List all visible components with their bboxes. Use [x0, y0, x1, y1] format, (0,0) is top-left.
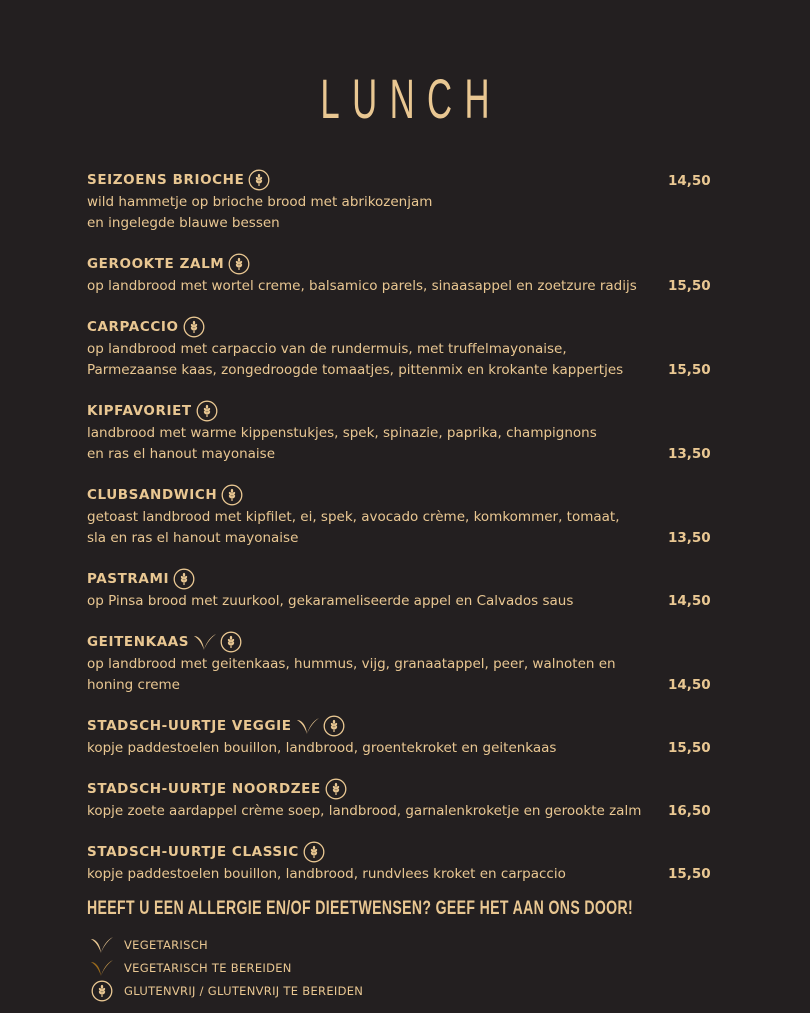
menu-item-description: sla en ras el hanout mayonaise [87, 530, 299, 546]
menu-item-description: op Pinsa brood met zuurkool, gekarameliseerde appel en Calvados saus [87, 593, 574, 609]
menu-item [87, 399, 711, 483]
menu-item-name: KIPFAVORIET [87, 403, 192, 419]
legend-row [89, 933, 363, 956]
menu-item-description: op landbrood met wortel creme, balsamico parels, sinaasappel en zoetzure radijs [87, 278, 637, 294]
gluten-free-icon [228, 253, 250, 275]
legend-row [89, 979, 363, 1002]
menu-item [87, 567, 711, 630]
menu-item-description: kopje zoete aardappel crème soep, landbrood, garnalenkroketje en gerookte zalm [87, 803, 642, 819]
menu-item [87, 840, 711, 903]
vegetarian-leaf-icon [296, 716, 320, 736]
menu-item-price: 14,50 [668, 593, 711, 609]
menu-item-price: 13,50 [668, 530, 711, 546]
page-title: LUNCH [320, 67, 503, 130]
vegetarian-optional-leaf-icon [89, 957, 115, 979]
menu-item [87, 777, 711, 840]
menu-item-name: GEITENKAAS [87, 634, 190, 650]
gluten-free-icon [220, 631, 242, 653]
menu-list [87, 168, 711, 903]
menu-item-description: en ras el hanout mayonaise [87, 446, 276, 462]
menu-item-price: 16,50 [668, 803, 711, 819]
legend [89, 933, 363, 1002]
menu-item-price: 14,50 [668, 173, 711, 189]
menu-item-header [87, 315, 707, 339]
menu-item-description: wild hammetje op brioche brood met abrikozenjam [87, 194, 433, 210]
menu-item-header [87, 399, 707, 423]
menu-item [87, 168, 711, 252]
gluten-free-icon [303, 841, 325, 863]
menu-item-name: GEROOKTE ZALM [87, 256, 225, 272]
menu-item-price: 13,50 [668, 446, 711, 462]
menu-item [87, 483, 711, 567]
menu-item-header [87, 567, 707, 591]
menu-item-header [87, 252, 707, 276]
gluten-free-icon [173, 568, 195, 590]
menu-item-description: kopje paddestoelen bouillon, landbrood, rundvlees kroket en carpaccio [87, 866, 566, 882]
gluten-free-icon [183, 316, 205, 338]
menu-item-name: SEIZOENS BRIOCHE [87, 172, 245, 188]
menu-item-description: op landbrood met carpaccio van de rundermuis, met truffelmayonaise, [87, 341, 567, 357]
menu-item [87, 714, 711, 777]
menu-item [87, 315, 711, 399]
legend-label: VEGETARISCH [124, 937, 208, 952]
menu-item [87, 630, 711, 714]
menu-item-header [87, 168, 707, 192]
menu-item-name: CARPACCIO [87, 319, 179, 335]
menu-item-description: getoast landbrood met kipfilet, ei, spek, avocado crème, komkommer, tomaat, [87, 509, 620, 525]
menu-item-header [87, 840, 707, 864]
legend-label: GLUTENVRIJ / GLUTENVRIJ TE BEREIDEN [124, 983, 364, 998]
legend-label: VEGETARISCH TE BEREIDEN [124, 960, 292, 975]
gluten-free-icon [196, 400, 218, 422]
menu-item-header [87, 714, 707, 738]
vegetarian-leaf-icon [193, 632, 217, 652]
menu-item-header [87, 483, 707, 507]
menu-item-description: landbrood met warme kippenstukjes, spek, spinazie, paprika, champignons [87, 425, 597, 441]
vegetarian-leaf-icon [89, 934, 115, 956]
menu-item-price: 15,50 [668, 866, 711, 882]
gluten-free-icon [89, 980, 115, 1002]
menu-item-price: 15,50 [668, 362, 711, 378]
menu-item-description: en ingelegde blauwe bessen [87, 215, 280, 231]
menu-item-name: PASTRAMI [87, 571, 170, 587]
menu-item-description: Parmezaanse kaas, zongedroogde tomaatjes, pittenmix en krokante kappertjes [87, 362, 624, 378]
menu-item-price: 14,50 [668, 677, 711, 693]
legend-row [89, 956, 363, 979]
menu-item-header [87, 630, 707, 654]
menu-item-description: op landbrood met geitenkaas, hummus, vijg, granaatappel, peer, walnoten en [87, 656, 616, 672]
menu-item-price: 15,50 [668, 740, 711, 756]
gluten-free-icon [323, 715, 345, 737]
gluten-free-icon [221, 484, 243, 506]
allergy-notice: HEEFT U EEN ALLERGIE EN/OF DIEETWENSEN? GEEF HET AAN ONS DOOR! [87, 898, 634, 919]
gluten-free-icon [325, 778, 347, 800]
menu-item-name: STADSCH-UURTJE VEGGIE [87, 718, 292, 734]
menu-item [87, 252, 711, 315]
gluten-free-icon [248, 169, 270, 191]
menu-item-name: STADSCH-UURTJE NOORDZEE [87, 781, 321, 797]
menu-item-description: kopje paddestoelen bouillon, landbrood, groentekroket en geitenkaas [87, 740, 557, 756]
menu-item-name: STADSCH-UURTJE CLASSIC [87, 844, 299, 860]
menu-item-price: 15,50 [668, 278, 711, 294]
menu-item-name: CLUBSANDWICH [87, 487, 218, 503]
menu-item-header [87, 777, 707, 801]
menu-item-description: honing creme [87, 677, 180, 693]
